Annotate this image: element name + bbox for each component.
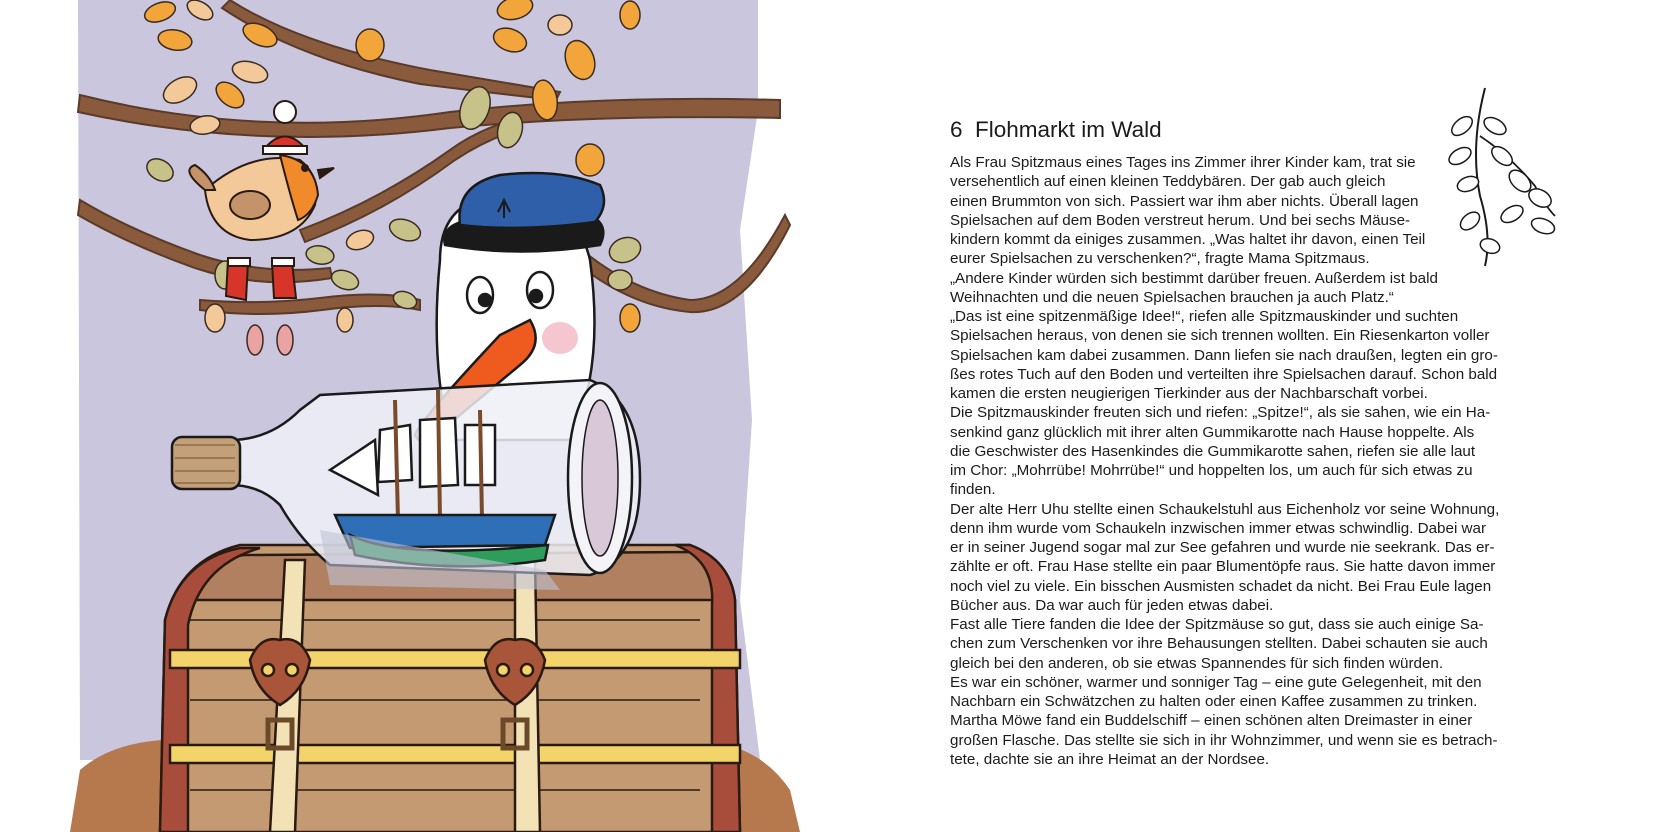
text-line: Nachbarn ein Schwätzchen zu halten oder einen Kaffee zusammen zu trinken. bbox=[950, 693, 1478, 710]
story-body bbox=[950, 153, 1560, 769]
text-line: denn ihm wurde vom Schaukeln inzwischen immer etwas schwindlig. Dabei war bbox=[950, 519, 1487, 537]
text-line: versehentlich auf einen kleinen Teddybären. Der gab auch gleich bbox=[950, 173, 1386, 191]
text-line: senkind ganz glücklich mit ihrer alten Gummikarotte nach Hause hoppelte. Als bbox=[950, 423, 1475, 441]
treasure-chest bbox=[160, 545, 740, 832]
text-line: Als Frau Spitzmaus eines Tages ins Zimmer ihrer Kinder kam, trat sie bbox=[950, 154, 1416, 171]
text-line: Spielsachen heraus, von denen sie sich trennen wollten. Ein Riesenkarton voller bbox=[950, 327, 1490, 345]
seagull-ship-in-bottle-illustration bbox=[0, 0, 800, 832]
text-line: Martha Möwe fand ein Buddelschiff – einen schönen alten Dreimaster in einer bbox=[950, 712, 1473, 730]
chapter-number: 6 bbox=[950, 117, 963, 142]
text-line: Es war ein schöner, warmer und sonniger Tag – eine gute Gelegenheit, mit den bbox=[950, 673, 1482, 691]
chapter-heading bbox=[950, 116, 1560, 144]
text-line: im Chor: „Mohrrübe! Mohrrübe!“ und hoppelten los, um auch für sich etwas zu bbox=[950, 462, 1473, 479]
story-text bbox=[950, 116, 1560, 769]
text-line: noch viel zu viele. Ein bisschen Ausmisten schadet da nicht. Bei Frau Eule lagen bbox=[950, 577, 1492, 595]
text-line: die Geschwister des Hasenkindes die Gummikarotte sahen, riefen sie alle laut bbox=[950, 442, 1476, 460]
text-line: Bücher aus. Da war auch für jeden etwas dabei. bbox=[950, 596, 1274, 614]
text-line: eurer Spielsachen zu verschenken?“, fragte Mama Spitzmaus. bbox=[950, 250, 1370, 268]
illustration bbox=[0, 0, 800, 832]
text-line: ßes rotes Tuch auf den Boden und verteilten ihre Spielsachen darauf. Schon bald bbox=[950, 365, 1498, 383]
text-line: Spielsachen auf dem Boden verstreut herum. Und bei sechs Mäuse- bbox=[950, 211, 1411, 229]
text-line: gleich bei den anderen, ob sie etwas Spannendes für sich finden würden. bbox=[950, 654, 1444, 672]
text-line: tete, dachte sie an ihre Heimat an der Nordsee. bbox=[950, 750, 1270, 768]
text-line: großen Flasche. Das stellte sie sich in ihr Wohnzimmer, und wenn sie es betrach- bbox=[950, 731, 1498, 749]
chapter-title: Flohmarkt im Wald bbox=[975, 117, 1162, 142]
text-line: kamen die ersten neugierigen Tierkinder aus der Nachbarschaft vorbei. bbox=[950, 385, 1428, 402]
text-line: finden. bbox=[950, 481, 996, 499]
text-line: einen Brummton von sich. Passiert war ihm aber nichts. Überall lagen bbox=[950, 192, 1419, 210]
text-line: chen zum Verschenken vor ihre Behausungen stellten. Dabei schauten sie auch bbox=[950, 635, 1488, 653]
text-line: Der alte Herr Uhu stellte einen Schaukelstuhl aus Eichenholz vor seine Wohnung, bbox=[950, 500, 1500, 518]
text-line: er in seiner Jugend sogar mal zur See gefahren und wurde nie seekrank. Das er- bbox=[950, 539, 1495, 556]
text-line: zählte er oft. Frau Hase stellte ein paar Blumentöpfe raus. Sie hatte davon immer bbox=[950, 558, 1496, 576]
text-line: Die Spitzmauskinder freuten sich und riefen: „Spitze!“, als sie sahen, wie ein Ha- bbox=[950, 404, 1491, 422]
text-line: Weihnachten und die neuen Spielsachen brauchen ja auch Platz.“ bbox=[950, 288, 1394, 306]
text-line: Spielsachen kam dabei zusammen. Dann liefen sie nach draußen, legten ein gro- bbox=[950, 346, 1498, 364]
text-line: Fast alle Tiere fanden die Idee der Spitzmäuse so gut, dass sie auch einige Sa- bbox=[950, 616, 1484, 633]
text-line: „Das ist eine spitzenmäßige Idee!“, riefen alle Spitzmauskinder und suchten bbox=[950, 308, 1459, 325]
text-line: „Andere Kinder würden sich bestimmt darüber freuen. Außerdem ist bald bbox=[950, 269, 1438, 287]
text-line: kindern kommt da einiges zusammen. „Was haltet ihr davon, einen Teil bbox=[950, 231, 1426, 248]
